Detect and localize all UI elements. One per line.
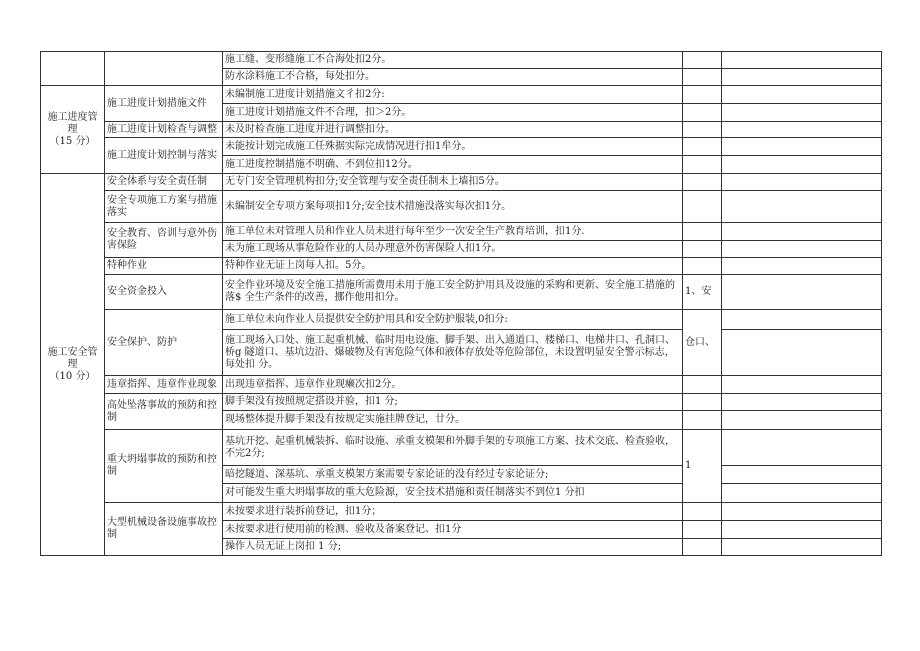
table-row (41, 122, 882, 138)
item-cell: 大型机械设备设施事故控制 (105, 503, 223, 556)
criteria-cell: 施工缝、变形缝施工不合海处扣2分。 (223, 52, 683, 69)
table-row (41, 503, 882, 521)
criteria-cell: 未按要求进行装拆前登记，扣1分； (223, 503, 683, 521)
remark-cell (722, 503, 882, 521)
item-cell (105, 52, 223, 86)
note-cell: 1、安 (683, 275, 722, 310)
criteria-cell: 施工单位未向作业人员提供安全防护用具和安全防护服装,0扣分: (223, 310, 683, 330)
note-cell: 1 (683, 430, 722, 503)
remark-cell (722, 156, 882, 174)
item-cell: 重大坍塌事故的预防和控制 (105, 430, 223, 503)
criteria-cell: 施工现场入口处、施工起重机械、临时用电设施、脚手架、出入通道口、楼梯口、电梯井口、孔洞口、桥g 隧道口、基坑边沿、爆破物及有害危险气体和液体存放处等危险部位，未设置明显安全警示标志，每处扣 分。 (223, 330, 683, 376)
criteria-cell: 安全作业环境及安全施工措施所需费用未用于施工安全防护用具及设施的采购和更新、安全施工措施的落$ 全生产条件的改善，挪作他用扣分。 (223, 275, 683, 310)
item-cell: 安全体系与安全责任制 (105, 174, 223, 191)
remark-cell (722, 191, 882, 223)
criteria-cell: 基坑开挖、起重机械装拆、临时设施、承重支模架和外脚手架的专项施工方案、技术交底、检查验收，不完2分; (223, 430, 683, 466)
note-cell (683, 503, 722, 521)
item-cell: 特种作业 (105, 258, 223, 275)
item-cell: 施工进度计划检查与调整 (105, 122, 223, 138)
table-row (41, 52, 882, 69)
category-cell (41, 86, 105, 174)
criteria-cell: 脚手架没有按照规定搭设并验，扣1 分; (223, 394, 683, 411)
note-cell (683, 521, 722, 539)
criteria-cell: 防水涂料施工不合格，每处扣分。 (223, 69, 683, 86)
category-cell (41, 52, 105, 86)
table-row (41, 275, 882, 310)
remark-cell (722, 310, 882, 330)
note-cell (683, 69, 722, 86)
remark-cell (722, 104, 882, 122)
category-name: 施工安全管 理 (47, 346, 98, 370)
remark-cell (722, 466, 882, 484)
remark-cell (722, 174, 882, 191)
remark-cell (722, 376, 882, 394)
item-cell: 施工进度计划控制与落实 (105, 138, 223, 174)
criteria-cell: 未编制安全专项方案每项扣1分;安全技术措施没落实每次扣1分。 (223, 191, 683, 223)
note-cell (683, 376, 722, 394)
remark-cell (722, 122, 882, 138)
remark-cell (722, 411, 882, 430)
table-row (41, 310, 882, 330)
remark-cell (722, 521, 882, 539)
item-cell: 安全专项施工方案与措施落实 (105, 191, 223, 223)
note-cell (683, 258, 722, 275)
table-row (41, 394, 882, 411)
table-row (41, 376, 882, 394)
table-row (41, 174, 882, 191)
category-name: 施工进度管 理 (47, 111, 98, 135)
criteria-cell: 施工进度控制措施不明确、不到位扣12分。 (223, 156, 683, 174)
note-cell (683, 191, 722, 223)
remark-cell (722, 258, 882, 275)
criteria-cell: 未及时检查施工进度并进行调整扣分。 (223, 122, 683, 138)
item-cell: 施工进度计划措施文件 (105, 86, 223, 122)
criteria-cell: 操作人员无证上岗扣 1 分; (223, 539, 683, 556)
note-cell (683, 394, 722, 411)
evaluation-table (40, 51, 882, 556)
remark-cell (722, 394, 882, 411)
remark-cell (722, 52, 882, 69)
category-score: （10 分） (49, 370, 96, 382)
note-cell (683, 138, 722, 156)
note-cell (683, 539, 722, 556)
remark-cell (722, 330, 882, 376)
criteria-cell: 出现违章指挥、违章作业现癞次扣2分。 (223, 376, 683, 394)
note-cell (683, 86, 722, 104)
table-row (41, 258, 882, 275)
note-cell (683, 223, 722, 241)
criteria-cell: 施工单位未对管理人员和作业人员未进行每年至少一次安全生产教育培训，扣1分. (223, 223, 683, 241)
criteria-cell: 未能按计划完成施工任殊据实际完成情况进行扣1牟分。 (223, 138, 683, 156)
note-cell (683, 411, 722, 430)
category-cell (41, 174, 105, 556)
remark-cell (722, 69, 882, 86)
item-cell: 安全教育、咨训与意外伤害保险 (105, 223, 223, 258)
remark-cell (722, 275, 882, 310)
criteria-cell: 特种作业无证上岗每人扣。5分。 (223, 258, 683, 275)
category-score: （15 分） (49, 135, 96, 147)
note-cell (683, 156, 722, 174)
item-cell: 违章指挥、违章作业现象 (105, 376, 223, 394)
remark-cell (722, 241, 882, 258)
note-cell (683, 174, 722, 191)
table-body (41, 52, 882, 556)
remark-cell (722, 86, 882, 104)
criteria-cell: 未编制施工进度计划措施文彳扣2分: (223, 86, 683, 104)
table-row (41, 430, 882, 466)
remark-cell (722, 223, 882, 241)
table-row (41, 86, 882, 104)
table-row (41, 191, 882, 223)
table-row (41, 223, 882, 241)
item-cell: 安全资金投入 (105, 275, 223, 310)
note-cell (683, 241, 722, 258)
remark-cell (722, 430, 882, 466)
criteria-cell: 无专门安全管理机构扣分;安全管理与安全责任制未上墙扣5分。 (223, 174, 683, 191)
note-cell (683, 122, 722, 138)
note-cell: 仓口、 (683, 310, 722, 376)
criteria-cell: 未按要求进行使用前的检测、验收及备案登记、扣1分 (223, 521, 683, 539)
remark-cell (722, 539, 882, 556)
table-row (41, 138, 882, 156)
item-cell: 高处坠落事故的预防和控制 (105, 394, 223, 430)
criteria-cell: 现场整体提升脚手架没有按规定实施挂牌登记，廿分。 (223, 411, 683, 430)
note-cell (683, 104, 722, 122)
note-cell (683, 52, 722, 69)
remark-cell (722, 484, 882, 503)
criteria-cell: 对可能发生重大坍塌事故的重大危险源，安全技术措施和责任制落实不到位1 分扣 (223, 484, 683, 503)
criteria-cell: 未为施工现场从事危险作业的人员办理意外伤害保险人扣1分。 (223, 241, 683, 258)
remark-cell (722, 138, 882, 156)
item-cell: 安全保护、防护 (105, 310, 223, 376)
criteria-cell: 施工进度计划措施文件不合理，扣＞2分。 (223, 104, 683, 122)
criteria-cell: 暗挖隧道、深基坑、承重支模架方案需要专家论证的没有经过专家论证分; (223, 466, 683, 484)
